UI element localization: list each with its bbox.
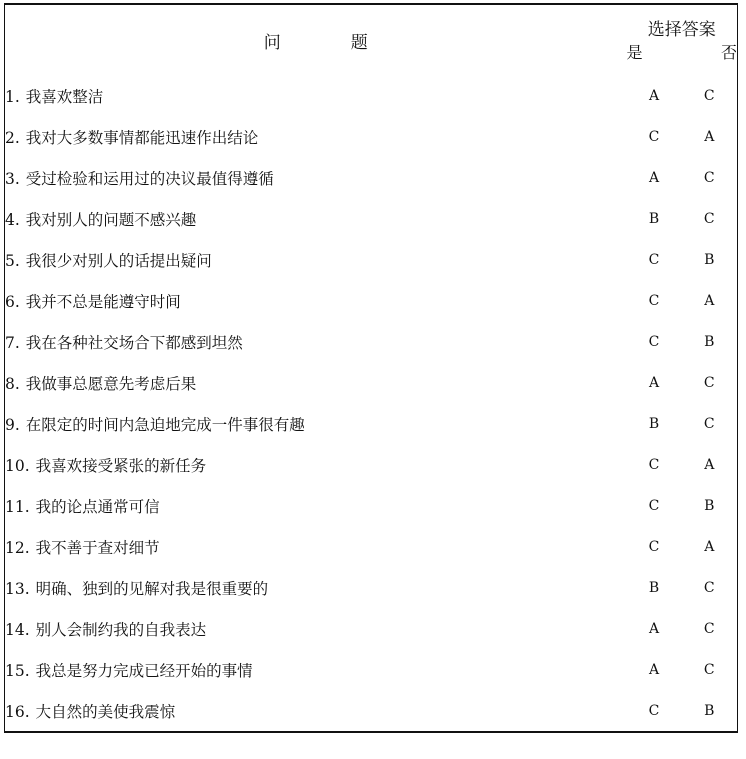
- table-row: [5, 649, 738, 690]
- no-answer-cell: A: [704, 128, 715, 145]
- question-text: 在限定的时间内急迫地完成一件事很有趣: [25, 415, 305, 434]
- question-number: 4.: [5, 210, 20, 229]
- yes-answer-cell: C: [648, 497, 660, 514]
- question-text: 明确、独到的见解对我是很重要的: [35, 579, 269, 598]
- yes-answer-cell: C: [648, 292, 660, 309]
- question-number: 16.: [5, 702, 30, 721]
- question-number: 7.: [5, 333, 20, 352]
- question-cell: [5, 239, 627, 280]
- table-row: [5, 362, 738, 403]
- question-text: 我对大多数事情都能迅速作出结论: [25, 128, 259, 147]
- question-cell: [5, 321, 627, 362]
- question-header-part1: 问: [263, 32, 281, 53]
- table-row: [5, 116, 738, 157]
- question-number: 8.: [5, 374, 20, 393]
- yes-answer-cell: A: [648, 620, 660, 637]
- questionnaire-table: [4, 3, 738, 733]
- no-answer-cell: A: [704, 292, 715, 309]
- question-number: 3.: [5, 169, 20, 188]
- no-answer-cell: A: [704, 456, 715, 473]
- question-cell: [5, 280, 627, 321]
- no-answer-cell: C: [703, 374, 715, 391]
- yes-answer-cell: A: [648, 169, 660, 186]
- yes-answer-cell: B: [648, 210, 660, 227]
- question-header-part2: 题: [350, 32, 368, 53]
- yes-answer-cell: C: [648, 702, 660, 719]
- no-answer-cell: C: [703, 620, 715, 637]
- table-row: [5, 198, 738, 239]
- question-cell: [5, 198, 627, 239]
- table-row: [5, 567, 738, 608]
- no-answer-cell: B: [704, 702, 715, 719]
- question-text: 我做事总愿意先考虑后果: [25, 374, 197, 393]
- yes-answer-cell: B: [648, 579, 660, 596]
- question-number: 9.: [5, 415, 20, 434]
- question-cell: [5, 526, 627, 567]
- no-answer-cell: A: [704, 538, 715, 555]
- table-row: [5, 485, 738, 526]
- question-cell: [5, 157, 627, 198]
- question-text: 我总是努力完成已经开始的事情: [35, 661, 253, 680]
- question-cell: [5, 567, 627, 608]
- question-number: 10.: [5, 456, 30, 475]
- table-row: [5, 526, 738, 567]
- table-row: [5, 321, 738, 362]
- question-text: 我的论点通常可信: [35, 497, 160, 516]
- question-number: 15.: [5, 661, 30, 680]
- question-number: 13.: [5, 579, 30, 598]
- question-text: 我对别人的问题不感兴趣: [25, 210, 197, 229]
- question-cell: [5, 485, 627, 526]
- yes-answer-cell: B: [648, 415, 660, 432]
- no-answer-cell: C: [703, 210, 715, 227]
- table-row: [5, 157, 738, 198]
- question-text: 我很少对别人的话提出疑问: [25, 251, 212, 270]
- question-cell: [5, 116, 627, 157]
- question-column-header: [5, 4, 627, 75]
- question-number: 6.: [5, 292, 20, 311]
- question-text: 我不善于查对细节: [35, 538, 160, 557]
- no-column-header: 否: [720, 43, 737, 62]
- no-answer-cell: C: [703, 169, 715, 186]
- table-header: [5, 4, 738, 75]
- table-row: [5, 403, 738, 444]
- header-row: [5, 4, 738, 40]
- question-number: 11.: [5, 497, 30, 516]
- question-cell: [5, 608, 627, 649]
- table-row: [5, 444, 738, 485]
- question-text: 我并不总是能遵守时间: [25, 292, 181, 311]
- yes-answer-cell: A: [648, 87, 660, 104]
- no-answer-cell: B: [704, 251, 715, 268]
- no-answer-cell: B: [704, 497, 715, 514]
- yes-answer-cell: A: [648, 661, 660, 678]
- yes-answer-cell: A: [648, 374, 660, 391]
- yes-answer-cell: C: [648, 333, 660, 350]
- no-answer-cell: C: [703, 661, 715, 678]
- question-text: 我喜欢接受紧张的新任务: [35, 456, 207, 475]
- table-row: [5, 75, 738, 116]
- question-text: 大自然的美使我震惊: [35, 702, 176, 721]
- no-answer-cell: B: [704, 333, 715, 350]
- question-cell: [5, 75, 627, 116]
- no-answer-cell: C: [703, 579, 715, 596]
- question-number: 1.: [5, 87, 20, 106]
- question-cell: [5, 403, 627, 444]
- question-cell: [5, 362, 627, 403]
- question-cell: [5, 690, 627, 732]
- no-answer-cell: C: [703, 87, 715, 104]
- answer-column-header: 选择答案: [647, 20, 716, 40]
- question-text: 别人会制约我的自我表达: [35, 620, 207, 639]
- yes-answer-cell: C: [648, 128, 660, 145]
- table-body: [5, 75, 738, 732]
- yes-answer-cell: C: [648, 538, 660, 555]
- question-number: 5.: [5, 251, 20, 270]
- question-number: 2.: [5, 128, 20, 147]
- table-row: [5, 239, 738, 280]
- question-cell: [5, 444, 627, 485]
- no-answer-cell: C: [703, 415, 715, 432]
- question-cell: [5, 649, 627, 690]
- question-text: 我喜欢整洁: [25, 87, 104, 106]
- table-row: [5, 280, 738, 321]
- table-row: [5, 690, 738, 732]
- question-number: 14.: [5, 620, 30, 639]
- yes-column-header: 是: [626, 43, 643, 62]
- yes-answer-cell: C: [648, 456, 660, 473]
- question-text: 我在各种社交场合下都感到坦然: [25, 333, 243, 352]
- yes-answer-cell: C: [648, 251, 660, 268]
- table-row: [5, 608, 738, 649]
- question-number: 12.: [5, 538, 30, 557]
- question-text: 受过检验和运用过的决议最值得遵循: [25, 169, 274, 188]
